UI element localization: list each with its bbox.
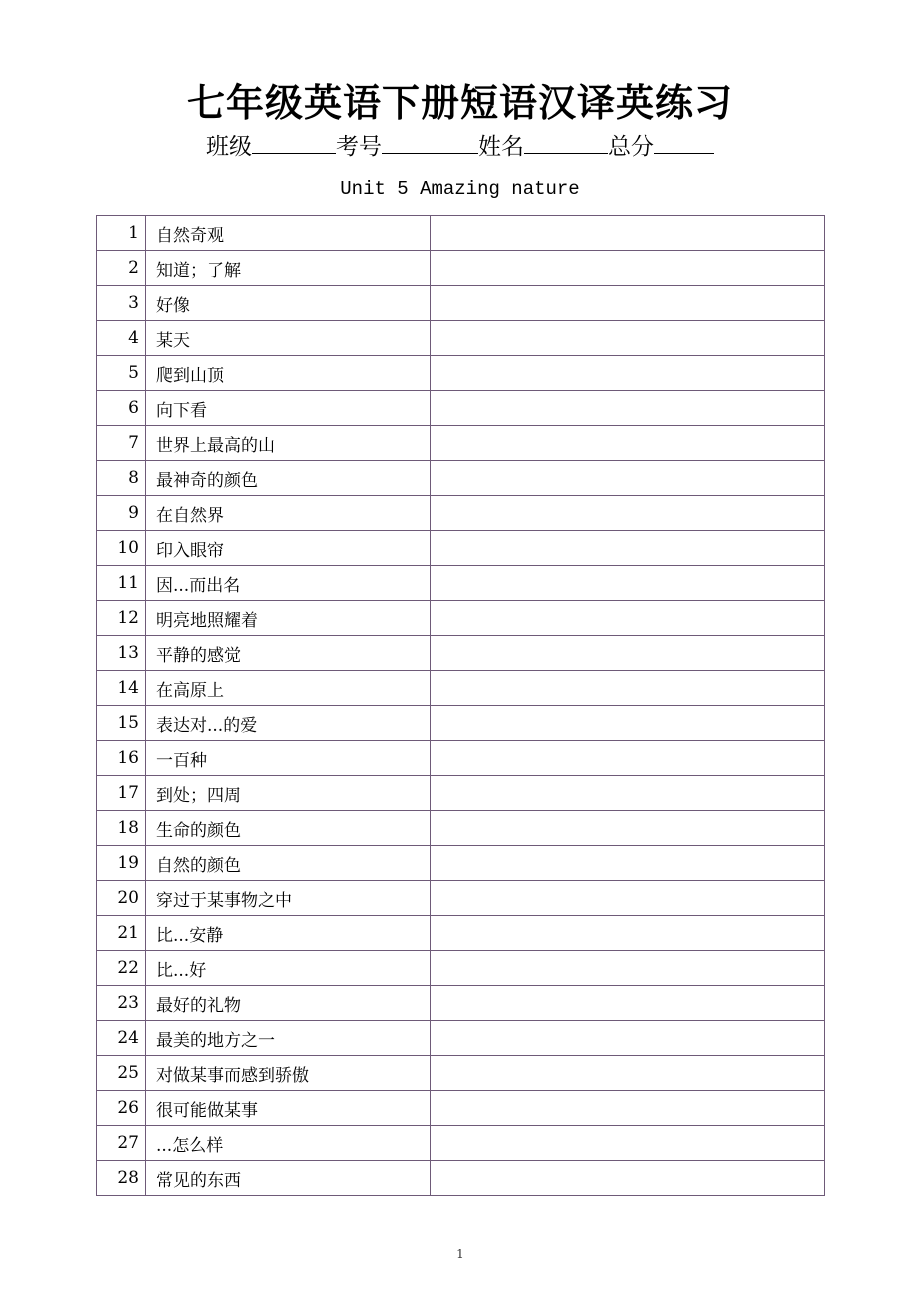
row-number: 28 [97,1161,146,1196]
table-row [97,1021,825,1056]
table-row [97,776,825,811]
answer-cell[interactable] [431,426,825,461]
row-number: 23 [97,986,146,1021]
name-blank[interactable] [524,131,608,154]
table-row [97,1161,825,1196]
row-number: 8 [97,461,146,496]
row-number: 22 [97,951,146,986]
page-title: 七年级英语下册短语汉译英练习 [186,81,733,125]
row-number: 7 [97,426,146,461]
row-number: 10 [97,531,146,566]
answer-cell[interactable] [431,951,825,986]
answer-cell[interactable] [431,251,825,286]
exam-no-blank[interactable] [382,131,478,154]
chinese-phrase: 知道；了解 [146,251,431,286]
answer-cell[interactable] [431,776,825,811]
row-number: 16 [97,741,146,776]
answer-cell[interactable] [431,1056,825,1091]
table-row [97,601,825,636]
chinese-phrase: 比...安静 [146,916,431,951]
answer-cell[interactable] [431,1161,825,1196]
row-number: 21 [97,916,146,951]
page-number: 1 [456,1247,464,1261]
answer-cell[interactable] [431,881,825,916]
phrase-table [96,215,825,1196]
row-number: 5 [97,356,146,391]
row-number: 4 [97,321,146,356]
answer-cell[interactable] [431,461,825,496]
table-row [97,216,825,251]
row-number: 2 [97,251,146,286]
chinese-phrase: 最神奇的颜色 [146,461,431,496]
row-number: 3 [97,286,146,321]
row-number: 1 [97,216,146,251]
table-row [97,356,825,391]
chinese-phrase: 在高原上 [146,671,431,706]
table-row [97,286,825,321]
table-row [97,846,825,881]
table-row [97,881,825,916]
chinese-phrase: 最好的礼物 [146,986,431,1021]
answer-cell[interactable] [431,356,825,391]
chinese-phrase: 某天 [146,321,431,356]
table-row [97,1091,825,1126]
chinese-phrase: 向下看 [146,391,431,426]
answer-cell[interactable] [431,916,825,951]
row-number: 27 [97,1126,146,1161]
student-info-line [0,128,920,161]
table-row [97,671,825,706]
row-number: 17 [97,776,146,811]
table-row [97,1056,825,1091]
table-row [97,566,825,601]
name-label: 姓名 [478,134,524,160]
table-row [97,706,825,741]
answer-cell[interactable] [431,706,825,741]
chinese-phrase: 比...好 [146,951,431,986]
answer-cell[interactable] [431,531,825,566]
table-row [97,741,825,776]
unit-heading: Unit 5 Amazing nature [340,178,580,200]
answer-cell[interactable] [431,286,825,321]
table-row [97,636,825,671]
table-row [97,391,825,426]
answer-cell[interactable] [431,1126,825,1161]
row-number: 25 [97,1056,146,1091]
chinese-phrase: 表达对...的爱 [146,706,431,741]
chinese-phrase: 好像 [146,286,431,321]
table-row [97,531,825,566]
answer-cell[interactable] [431,566,825,601]
table-row [97,1126,825,1161]
table-row [97,251,825,286]
answer-cell[interactable] [431,1021,825,1056]
class-blank[interactable] [252,131,336,154]
answer-cell[interactable] [431,811,825,846]
row-number: 14 [97,671,146,706]
answer-cell[interactable] [431,846,825,881]
chinese-phrase: 爬到山顶 [146,356,431,391]
chinese-phrase: 一百种 [146,741,431,776]
table-row [97,986,825,1021]
chinese-phrase: 穿过于某事物之中 [146,881,431,916]
chinese-phrase: 因...而出名 [146,566,431,601]
chinese-phrase: ...怎么样 [146,1126,431,1161]
row-number: 11 [97,566,146,601]
row-number: 9 [97,496,146,531]
table-row [97,461,825,496]
chinese-phrase: 平静的感觉 [146,636,431,671]
answer-cell[interactable] [431,986,825,1021]
chinese-phrase: 很可能做某事 [146,1091,431,1126]
table-row [97,916,825,951]
row-number: 12 [97,601,146,636]
chinese-phrase: 生命的颜色 [146,811,431,846]
answer-cell[interactable] [431,496,825,531]
answer-cell[interactable] [431,601,825,636]
chinese-phrase: 自然奇观 [146,216,431,251]
chinese-phrase: 印入眼帘 [146,531,431,566]
answer-cell[interactable] [431,1091,825,1126]
answer-cell[interactable] [431,671,825,706]
answer-cell[interactable] [431,321,825,356]
chinese-phrase: 对做某事而感到骄傲 [146,1056,431,1091]
score-label: 总分 [608,134,654,160]
class-label: 班级 [206,134,252,160]
row-number: 19 [97,846,146,881]
row-number: 15 [97,706,146,741]
chinese-phrase: 在自然界 [146,496,431,531]
chinese-phrase: 到处；四周 [146,776,431,811]
row-number: 6 [97,391,146,426]
row-number: 13 [97,636,146,671]
chinese-phrase: 最美的地方之一 [146,1021,431,1056]
answer-cell[interactable] [431,741,825,776]
row-number: 24 [97,1021,146,1056]
chinese-phrase: 明亮地照耀着 [146,601,431,636]
answer-cell[interactable] [431,216,825,251]
table-row [97,496,825,531]
row-number: 20 [97,881,146,916]
chinese-phrase: 世界上最高的山 [146,426,431,461]
table-row [97,321,825,356]
table-row [97,426,825,461]
chinese-phrase: 常见的东西 [146,1161,431,1196]
answer-cell[interactable] [431,636,825,671]
answer-cell[interactable] [431,391,825,426]
row-number: 18 [97,811,146,846]
table-row [97,951,825,986]
table-row [97,811,825,846]
exam-no-label: 考号 [336,134,382,160]
row-number: 26 [97,1091,146,1126]
chinese-phrase: 自然的颜色 [146,846,431,881]
score-blank[interactable] [654,131,714,154]
